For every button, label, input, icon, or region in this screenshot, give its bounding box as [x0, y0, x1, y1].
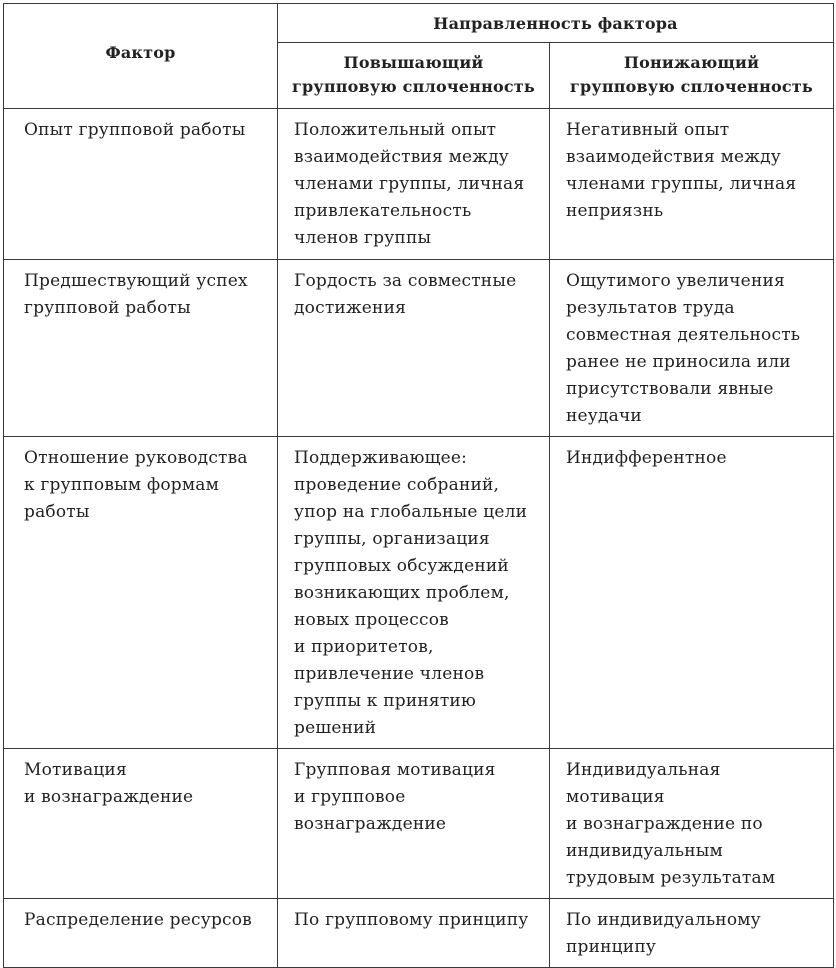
factor-text: Предшествующий успех групповой работы [24, 271, 248, 318]
factor-column-header: Фактор [4, 4, 278, 109]
decreasing-cell [550, 899, 834, 968]
header-row [4, 4, 834, 43]
factor-text: Отношение руководства к групповым формам работы [24, 448, 248, 522]
decreasing-text: По индивидуальному принципу [566, 910, 761, 957]
table-row [4, 899, 834, 968]
decreasing-text: Негативный опыт взаимодействия между членами группы, личная неприязнь [566, 120, 797, 221]
table-row [4, 260, 834, 437]
table-header [4, 4, 834, 109]
increasing-text: Гордость за совместные достижения [294, 271, 517, 318]
direction-column-header: Направленность фактора [278, 4, 834, 43]
table-row [4, 109, 834, 260]
decreasing-cell [550, 260, 834, 437]
decreasing-cell [550, 749, 834, 899]
factor-text: Мотивация и вознаграждение [24, 760, 194, 807]
increasing-cell [278, 260, 550, 437]
increasing-cell [278, 109, 550, 260]
factor-cell [4, 899, 278, 968]
increasing-cell [278, 899, 550, 968]
decreasing-text: Индивидуальная мотивация и вознаграждение по индивидуальным трудовым результатам [566, 760, 776, 888]
increasing-cell [278, 437, 550, 749]
cohesion-factors-table [3, 3, 834, 968]
increasing-text: Положительный опыт взаимодействия между членами группы, личная привлекательность членов группы [294, 120, 525, 248]
decreasing-text: Ощутимого увеличения результатов труда совместная деятельность ранее не приносила или присутствовали явные неудачи [566, 271, 801, 426]
table-body [4, 109, 834, 968]
increasing-text: Поддерживающее: проведение собраний, упор на глобальные цели группы, организация групповых обсуждений возникающих проблем, новых процессов и приоритетов, привлечение членов группы к принятию решений [294, 448, 528, 738]
factor-text: Опыт групповой работы [24, 120, 246, 140]
decreasing-cell [550, 437, 834, 749]
increasing-column-header: Повышающий групповую сплоченность [278, 42, 550, 108]
factor-cell [4, 260, 278, 437]
increasing-cell [278, 749, 550, 899]
table-row [4, 749, 834, 899]
factor-cell [4, 437, 278, 749]
increasing-text: По групповому принципу [294, 910, 529, 930]
factor-text: Распределение ресурсов [24, 910, 252, 930]
factor-cell [4, 749, 278, 899]
increasing-text: Групповая мотивация и групповое вознаграждение [294, 760, 496, 834]
decreasing-column-header: Понижающий групповую сплоченность [550, 42, 834, 108]
decreasing-text: Индифферентное [566, 448, 727, 468]
factor-cell [4, 109, 278, 260]
table-row [4, 437, 834, 749]
decreasing-cell [550, 109, 834, 260]
